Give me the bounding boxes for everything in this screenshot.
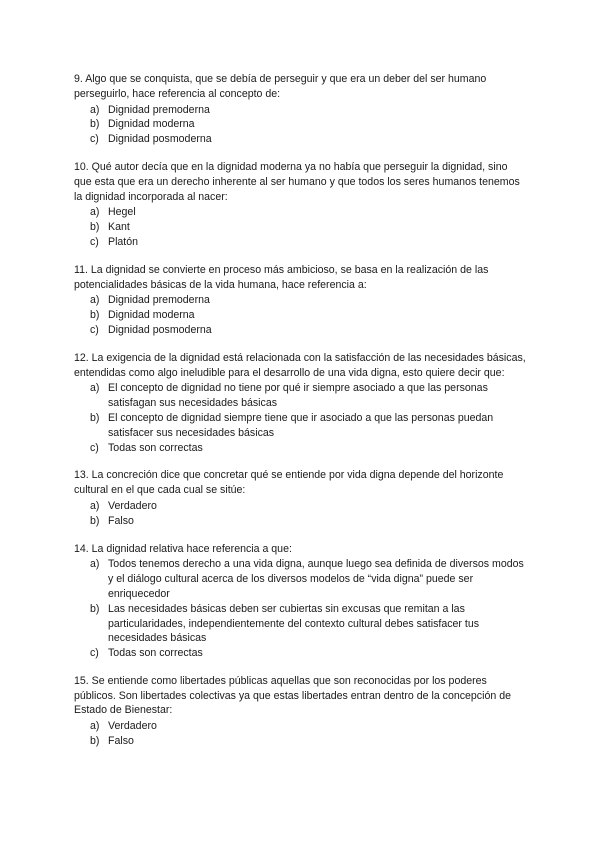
option-letter: a) bbox=[90, 558, 100, 571]
option-item bbox=[74, 235, 526, 250]
option-letter: a) bbox=[90, 206, 100, 219]
option-text: Todas son correctas bbox=[108, 441, 203, 454]
option-list bbox=[74, 499, 526, 529]
option-text: El concepto de dignidad no tiene por qué ir siempre asociado a que las personas satisfagan sus necesidades básicas bbox=[108, 382, 488, 410]
option-letter: b) bbox=[90, 411, 100, 424]
option-item bbox=[74, 323, 526, 338]
option-letter: a) bbox=[90, 103, 100, 116]
option-list bbox=[74, 381, 526, 455]
question-13 bbox=[74, 468, 526, 528]
option-item bbox=[74, 719, 526, 734]
option-letter: a) bbox=[90, 294, 100, 307]
option-item bbox=[74, 132, 526, 147]
question-14 bbox=[74, 542, 526, 661]
option-text: Las necesidades básicas deben ser cubiertas sin excusas que remitan a las particularidades, independientemente del contexto cultural debes satisfacer tus necesidades básicas bbox=[108, 602, 480, 645]
question-stem: 10. Qué autor decía que en la dignidad moderna ya no había que perseguir la dignidad, sino que esta que era un derecho inherente al ser humano y que todos los seres humanos tenemos la dignidad incorporada al nacer: bbox=[74, 160, 520, 203]
option-text: Dignidad moderna bbox=[108, 309, 195, 322]
option-item bbox=[74, 602, 526, 646]
question-stem: 14. La dignidad relativa hace referencia a que: bbox=[74, 542, 292, 555]
option-letter: b) bbox=[90, 309, 100, 322]
option-item bbox=[74, 293, 526, 308]
option-text: Dignidad posmoderna bbox=[108, 323, 212, 336]
option-letter: b) bbox=[90, 602, 100, 615]
option-item bbox=[74, 734, 526, 749]
option-item bbox=[74, 514, 526, 529]
question-stem: 12. La exigencia de la dignidad está relacionada con la satisfacción de las necesidades básicas, entendidas como algo ineludible para el desarrollo de una vida digna, esto quiere decir que: bbox=[74, 351, 526, 379]
question-stem: 11. La dignidad se convierte en proceso más ambicioso, se basa en la realización de las potencialidades básicas de la vida humana, hace referencia a: bbox=[74, 263, 489, 291]
option-list bbox=[74, 103, 526, 147]
question-stem: 9. Algo que se conquista, que se debía de perseguir y que era un deber del ser humano perseguirlo, hace referencia al concepto de: bbox=[74, 73, 487, 100]
option-letter: b) bbox=[90, 514, 100, 527]
option-list bbox=[74, 719, 526, 749]
question-9 bbox=[74, 72, 526, 147]
option-item bbox=[74, 220, 526, 235]
option-letter: c) bbox=[90, 235, 99, 248]
option-item bbox=[74, 411, 526, 441]
question-10 bbox=[74, 160, 526, 250]
option-letter: c) bbox=[90, 323, 99, 336]
option-text: Todas son correctas bbox=[108, 647, 203, 660]
question-11 bbox=[74, 263, 526, 338]
question-12 bbox=[74, 351, 526, 456]
option-text: Verdadero bbox=[108, 499, 157, 512]
option-text: Dignidad moderna bbox=[108, 118, 195, 131]
option-text: Hegel bbox=[108, 206, 136, 219]
option-text: Dignidad posmoderna bbox=[108, 133, 212, 146]
option-item bbox=[74, 646, 526, 661]
option-letter: b) bbox=[90, 221, 100, 234]
option-text: Todos tenemos derecho a una vida digna, aunque luego sea definida de diversos modos y el diálogo cultural acerca de los diversos modelos de “vida digna” puede ser enriquecedor bbox=[108, 558, 524, 600]
option-letter: c) bbox=[90, 441, 99, 454]
option-letter: b) bbox=[90, 735, 100, 748]
option-item bbox=[74, 205, 526, 220]
option-text: Dignidad premoderna bbox=[108, 103, 210, 116]
option-letter: a) bbox=[90, 720, 100, 733]
option-text: Platón bbox=[108, 235, 139, 248]
option-letter: c) bbox=[90, 133, 99, 146]
question-stem: 13. La concreción dice que concretar qué se entiende por vida digna depende del horizonte cultural en el que cada cual se sitúe: bbox=[74, 469, 504, 497]
option-list bbox=[74, 205, 526, 249]
question-15 bbox=[74, 674, 526, 749]
option-item bbox=[74, 103, 526, 118]
option-text: El concepto de dignidad siempre tiene que ir asociado a que las personas puedan satisfacer sus necesidades básicas bbox=[108, 411, 494, 439]
option-list bbox=[74, 557, 526, 661]
option-item bbox=[74, 117, 526, 132]
option-item bbox=[74, 441, 526, 456]
option-item bbox=[74, 557, 526, 601]
quiz-page bbox=[74, 72, 526, 762]
option-letter: c) bbox=[90, 647, 99, 660]
option-item bbox=[74, 381, 526, 411]
option-letter: a) bbox=[90, 382, 100, 395]
option-text: Falso bbox=[108, 514, 134, 527]
option-text: Falso bbox=[108, 735, 134, 748]
option-letter: a) bbox=[90, 499, 100, 512]
question-stem: 15. Se entiende como libertades públicas aquellas que son reconocidas por los poderes públicos. Son libertades colectivas ya que estas libertades entran dentro de la concepción de Estado de Bienestar: bbox=[74, 674, 511, 717]
option-text: Dignidad premoderna bbox=[108, 294, 210, 307]
option-letter: b) bbox=[90, 118, 100, 131]
option-item bbox=[74, 308, 526, 323]
option-list bbox=[74, 293, 526, 337]
option-text: Kant bbox=[108, 221, 130, 234]
option-item bbox=[74, 499, 526, 514]
option-text: Verdadero bbox=[108, 720, 157, 733]
